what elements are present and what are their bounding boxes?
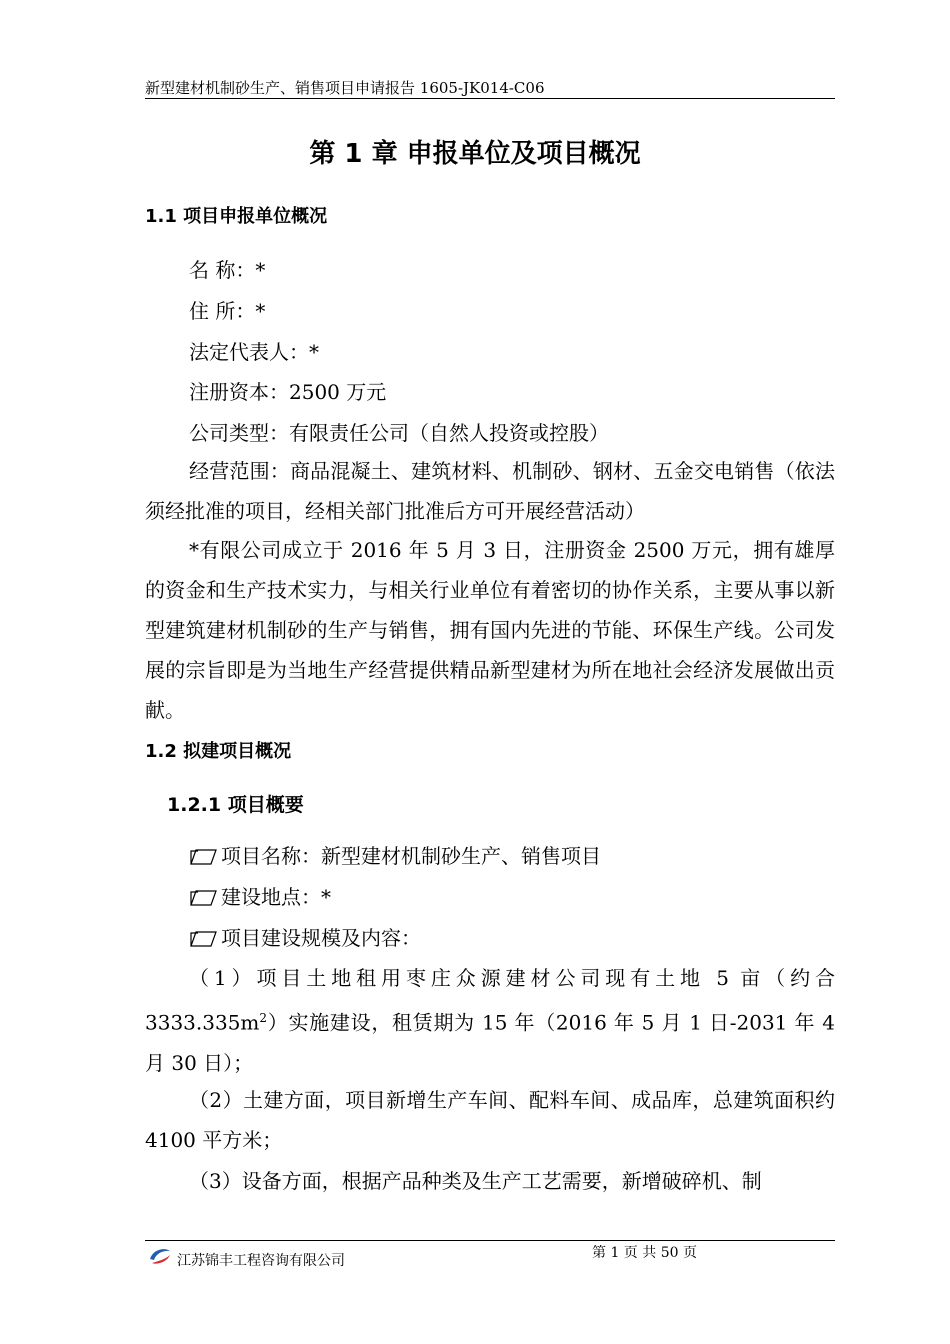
- folder-outline-icon: [189, 927, 219, 949]
- footer-rule: [145, 1240, 835, 1241]
- registered-capital-line: 注册资本：2500 万元: [189, 380, 387, 404]
- bullet-build-location: [189, 883, 331, 911]
- folder-outline-icon: [189, 845, 219, 867]
- bullet-text: 项目建设规模及内容：: [221, 926, 421, 950]
- footer-company-name: 江苏锦丰工程咨询有限公司: [177, 1253, 345, 1269]
- folder-outline-icon: [189, 886, 219, 908]
- bullet-scale-content: [189, 924, 421, 952]
- bullet-text: 项目名称：新型建材机制砂生产、销售项目: [221, 844, 601, 868]
- footer-page-number: 第 1 页 共 50 页: [592, 1245, 697, 1261]
- subsection-heading-1-2-1: 1.2.1 项目概要: [167, 794, 304, 816]
- business-scope-paragraph: 经营范围：商品混凝土、建筑材料、机制砂、钢材、五金交电销售（依法须经批准的项目，经相关部门批准后方可开展经营活动）: [145, 459, 835, 523]
- company-type-line: 公司类型：有限责任公司（自然人投资或控股）: [189, 421, 609, 445]
- item-1-text-a: （1）项目土地租用枣庄众源建材公司现有土地 5 亩（约合 3333.335m: [145, 966, 835, 1035]
- bullet-text: 建设地点：*: [221, 885, 331, 909]
- chapter-title: 第 1 章 申报单位及项目概况: [309, 139, 641, 169]
- section-heading-1-2: 1.2 拟建项目概况: [145, 741, 292, 762]
- item-3-paragraph: （3）设备方面，根据产品种类及生产工艺需要，新增破碎机、制: [189, 1169, 762, 1193]
- company-address-line: 住 所：*: [189, 299, 266, 323]
- section-heading-1-1: 1.1 项目申报单位概况: [145, 206, 328, 227]
- page-header: 新型建材机制砂生产、销售项目申请报告 1605-JK014-C06: [145, 78, 835, 99]
- bullet-project-name: [189, 842, 601, 870]
- company-name-line: 名 称：*: [189, 258, 266, 282]
- superscript-2: 2: [259, 1011, 268, 1025]
- item-1-paragraph: [145, 958, 835, 1083]
- item-2-paragraph: （2）土建方面，项目新增生产车间、配料车间、成品库，总建筑面积约 4100 平方米；: [145, 1088, 835, 1152]
- company-intro-paragraph: *有限公司成立于 2016 年 5 月 3 日，注册资金 2500 万元，拥有雄厚的资金和生产技术实力，与相关行业单位有着密切的协作关系，主要从事以新型建筑建材机制砂的生产与销售，拥有国内先进的节能、环保生产线。公司发展的宗旨即是为当地生产经营提供精品新型建材为所在地社会经济发展做出贡献。: [145, 538, 835, 722]
- company-logo-icon: [147, 1245, 173, 1271]
- legal-representative-line: 法定代表人：*: [189, 340, 319, 364]
- item-1-text-b: ）实施建设，租赁期为 15 年（2016 年 5 月 1 日-2031 年 4 月 30 日）；: [145, 1010, 835, 1075]
